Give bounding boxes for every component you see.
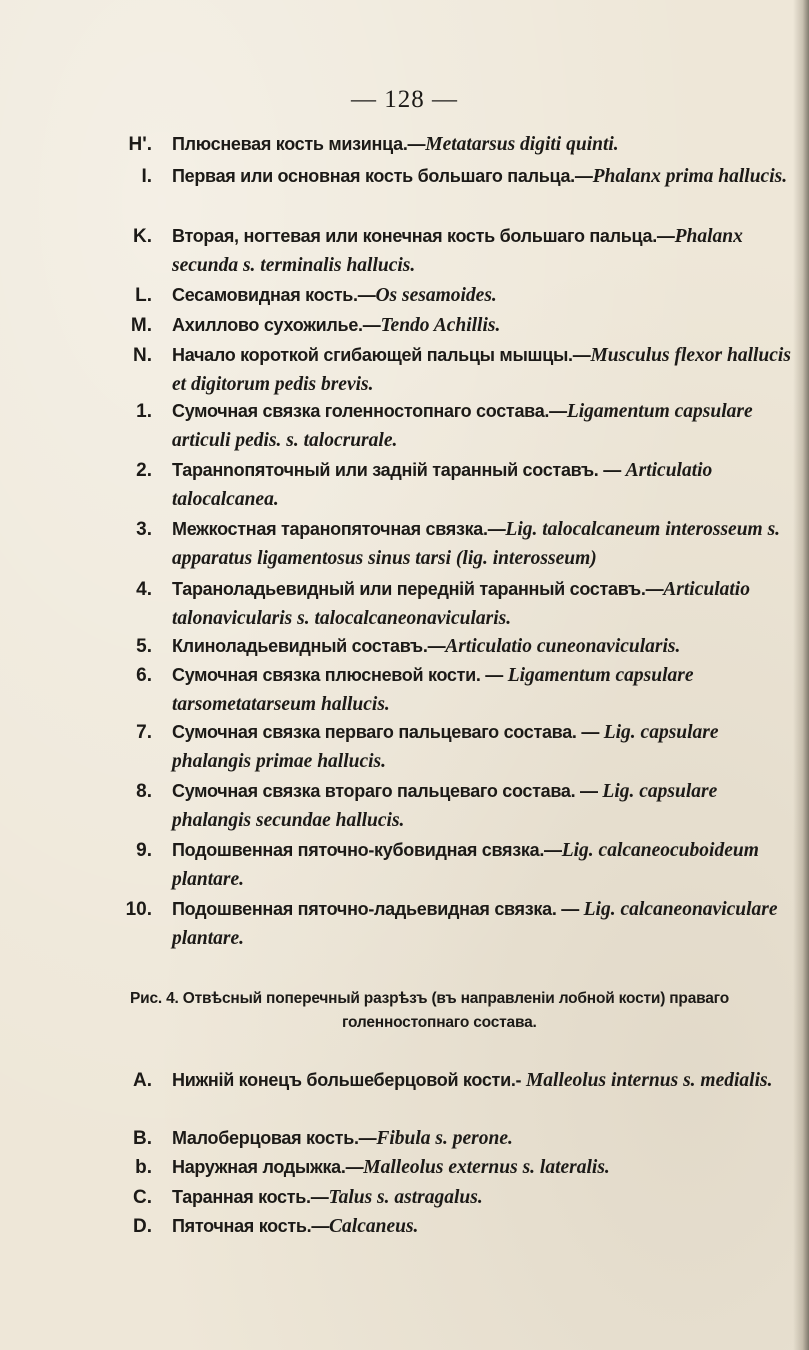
entry-label: H'.	[128, 134, 152, 155]
entry-latin: Lig. calcaneonaviculare plantare.	[172, 899, 778, 949]
entry-russian: Сумочная связка перваго пальцеваго состава. —	[172, 722, 604, 742]
caption-line-1: Рис. 4. Отвѣсный поперечный разрѣзъ (въ направленiи лобной кости) праваго	[130, 990, 729, 1007]
entry-russian: Таранnопяточный или заднiй таранный составъ. —	[172, 460, 626, 480]
entry-latin: Talus s. astragalus.	[328, 1187, 483, 1208]
entry-label: 8.	[136, 781, 152, 802]
entry-latin: Calcaneus.	[329, 1216, 419, 1237]
entry-latin: Articulatio talonavicularis s. talocalcaneonavicularis.	[172, 579, 750, 629]
entry-label: K.	[133, 226, 152, 247]
entry-label: 2.	[136, 460, 152, 481]
entry-latin: Os sesamoides.	[375, 285, 497, 306]
page-number: — 128 —	[351, 86, 458, 113]
entry-latin: Lig. calcaneocuboideum plantare.	[172, 840, 759, 890]
entry-russian: Наружная лодыжка.—	[172, 1157, 364, 1177]
entry-latin: Malleolus externus s. lateralis.	[363, 1157, 610, 1178]
entry-label: M.	[130, 315, 152, 336]
entry-label: 3.	[136, 519, 152, 540]
entry-label: 10.	[125, 899, 152, 920]
entry-label: N.	[133, 345, 152, 366]
entry-russian: Плюсневая кость мизинца.—	[172, 134, 426, 154]
entry-latin: Lig. talocalcaneum interosseum s. apparatus ligamentosus sinus tarsi (lig. interosseum)	[172, 519, 781, 569]
entry-latin: Ligamentum capsulare articuli pedis. s. talocrurale.	[172, 401, 753, 451]
entry-russian: Малоберцовая кость.—	[172, 1128, 377, 1148]
entry-label: D.	[133, 1216, 152, 1237]
entry-label: 9.	[136, 840, 152, 861]
entry-russian: Подошвенная пяточно-ладьевидная связка. —	[172, 899, 584, 919]
entry-russian: Нижнiй конецъ большеберцовой кости.-	[172, 1070, 526, 1090]
entry-label: C.	[133, 1187, 152, 1208]
entry-label: I.	[141, 166, 152, 187]
entry-russian: Клиноладьевидный составъ.—	[172, 636, 446, 656]
entry-russian: Межкостная таранопяточная связка.—	[172, 519, 506, 539]
entry-label: 7.	[136, 722, 152, 743]
entry-label: 5.	[136, 636, 152, 657]
entry-russian: Начало короткой сгибающей пальцы мышцы.—	[172, 345, 591, 365]
entry-russian: Первая или основная кость большаго пальца.—	[172, 166, 593, 186]
entry-latin: Metatarsus digiti quinti.	[425, 134, 619, 155]
entry-latin: Ligamentum capsulare tarsometatarseum hallucis.	[172, 665, 694, 715]
entry-russian: Сумочная связка голенностопнаго состава.—	[172, 401, 567, 421]
entry-russian: Ахиллово сухожилье.—	[172, 315, 381, 335]
entry-label: 6.	[136, 665, 152, 686]
entry-label: 1.	[136, 401, 152, 422]
entry-latin: Fibula s. perone.	[376, 1128, 513, 1149]
caption-line-2: голенностопнаго состава.	[342, 1014, 537, 1031]
entry-russian: Таранная кость.—	[172, 1187, 329, 1207]
entry-russian: Пяточная кость.—	[172, 1216, 330, 1236]
entry-label: 4.	[136, 579, 152, 600]
figure-caption	[130, 987, 770, 1035]
entry-latin: Phalanx secunda s. terminalis hallucis.	[172, 226, 743, 276]
entry-label: A.	[133, 1070, 152, 1091]
entry-latin: Lig. capsulare phalangis secundae hallucis.	[172, 781, 718, 831]
entry-latin: Phalanx prima hallucis.	[592, 166, 788, 187]
entry-label: L.	[135, 285, 152, 306]
entry-russian: Тараноладьевидный или переднiй таранный составъ.—	[172, 579, 664, 599]
entry-russian: Сумочная связка втораго пальцеваго состава. —	[172, 781, 603, 801]
entry-latin: Articulatio talocalcanea.	[172, 460, 713, 510]
entry-label: b.	[135, 1157, 152, 1178]
entry-latin: Lig. capsulare phalangis primae hallucis.	[172, 722, 719, 772]
entry-latin: Articulatio cuneonavicularis.	[445, 636, 681, 657]
entry-russian: Вторая, ногтевая или конечная кость большаго пальца.—	[172, 226, 675, 246]
entry-latin: Malleolus internus s. medialis.	[525, 1070, 773, 1091]
entry-latin: Tendo Achillis.	[380, 315, 501, 336]
entry-label: B.	[133, 1128, 152, 1149]
entry-russian: Подошвенная пяточно-кубовидная связка.—	[172, 840, 562, 860]
entry-russian: Сумочная связка плюсневой кости. —	[172, 665, 508, 685]
entry-latin: Musculus flexor hallucis et digitorum pedis brevis.	[172, 345, 791, 395]
entry-russian: Сесамовидная кость.—	[172, 285, 376, 305]
